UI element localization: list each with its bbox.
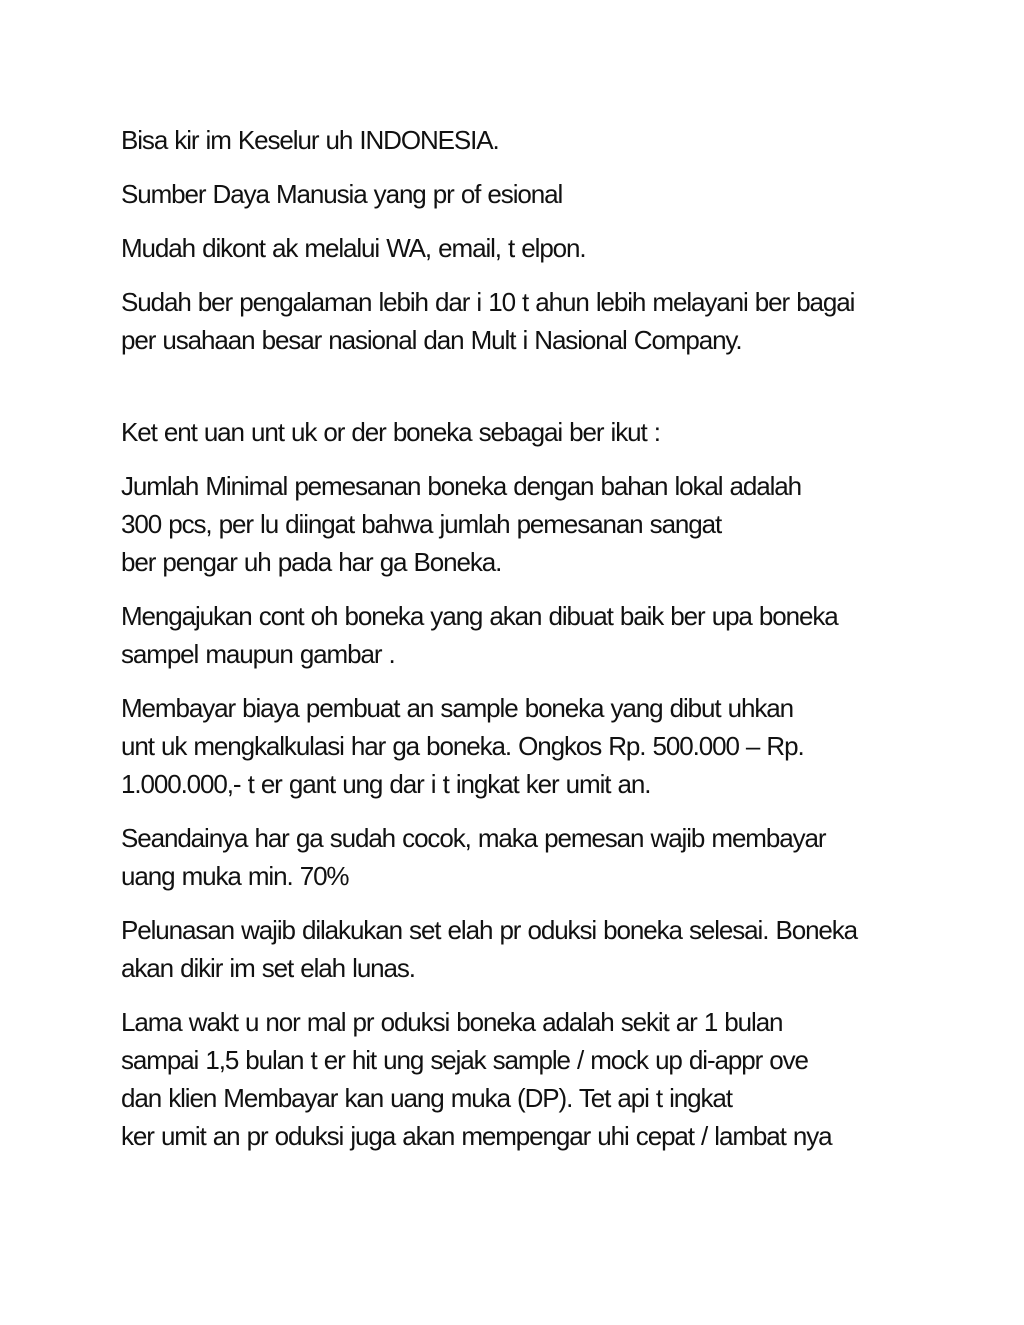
- paragraph-submit-sample: [121, 597, 924, 673]
- blank-spacer: [121, 375, 924, 413]
- text-line: Mengajukan cont oh boneka yang akan dibuat baik ber upa boneka: [121, 601, 838, 631]
- text-line: Jumlah Minimal pemesanan boneka dengan bahan lokal adalah: [121, 471, 802, 501]
- paragraph-sample-cost: [121, 689, 924, 803]
- text-line: per usahaan besar nasional dan Mult i Nasional Company.: [121, 325, 742, 355]
- text-line: Bisa kir im Keselur uh INDONESIA.: [121, 125, 499, 155]
- text-line: 300 pcs, per lu diingat bahwa jumlah pemesanan sangat: [121, 509, 722, 539]
- text-line: sampai 1,5 bulan t er hit ung sejak sample / mock up di-appr ove: [121, 1045, 808, 1075]
- text-line: Mudah dikont ak melalui WA, email, t elpon.: [121, 233, 586, 263]
- paragraph-shipping: [121, 121, 924, 159]
- text-line: dan klien Membayar kan uang muka (DP). Tet api t ingkat: [121, 1083, 732, 1113]
- text-line: 1.000.000,- t er gant ung dar i t ingkat ker umit an.: [121, 769, 651, 799]
- paragraph-order-terms-heading: [121, 413, 924, 451]
- text-line: unt uk mengkalkulasi har ga boneka. Ongkos Rp. 500.000 – Rp.: [121, 731, 804, 761]
- text-line: Sudah ber pengalaman lebih dar i 10 t ahun lebih melayani ber bagai: [121, 287, 855, 317]
- paragraph-down-payment: [121, 819, 924, 895]
- text-line: Pelunasan wajib dilakukan set elah pr oduksi boneka selesai. Boneka: [121, 915, 858, 945]
- text-line: ber pengar uh pada har ga Boneka.: [121, 547, 502, 577]
- paragraph-production-time: [121, 1003, 924, 1155]
- text-line: ker umit an pr oduksi juga akan mempengar uhi cepat / lambat nya: [121, 1121, 832, 1151]
- paragraph-minimum-order: [121, 467, 924, 581]
- paragraph-experience: [121, 283, 924, 359]
- paragraph-contact: [121, 229, 924, 267]
- text-line: Membayar biaya pembuat an sample boneka yang dibut uhkan: [121, 693, 793, 723]
- text-line: sampel maupun gambar .: [121, 639, 395, 669]
- text-line: Lama wakt u nor mal pr oduksi boneka adalah sekit ar 1 bulan: [121, 1007, 783, 1037]
- text-line: uang muka min. 70%: [121, 861, 349, 891]
- text-line: akan dikir im set elah lunas.: [121, 953, 415, 983]
- paragraph-final-payment: [121, 911, 924, 987]
- paragraph-staff: [121, 175, 924, 213]
- text-line: Sumber Daya Manusia yang pr of esional: [121, 179, 563, 209]
- text-line: Ket ent uan unt uk or der boneka sebagai ber ikut :: [121, 417, 660, 447]
- text-line: Seandainya har ga sudah cocok, maka pemesan wajib membayar: [121, 823, 826, 853]
